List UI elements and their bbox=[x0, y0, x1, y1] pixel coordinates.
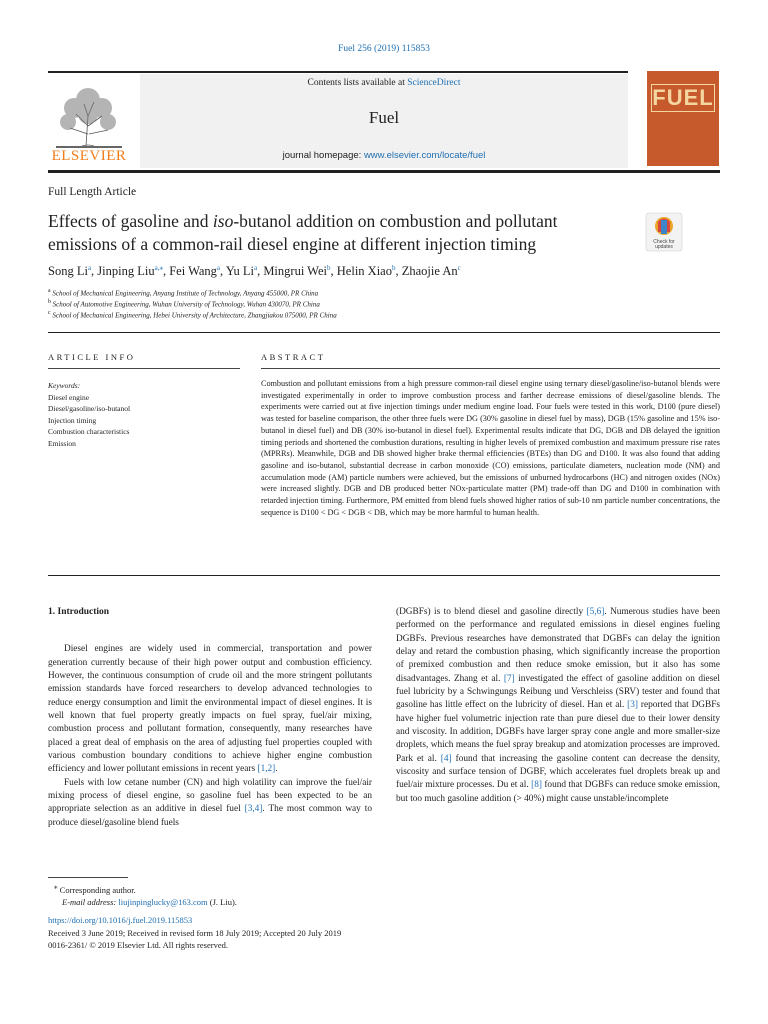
footnote-rule bbox=[48, 877, 128, 878]
article-type: Full Length Article bbox=[48, 186, 137, 198]
author-name[interactable]: Song Li bbox=[48, 264, 88, 279]
corresponding-author-footnote: ⁎ Corresponding author. E-mail address: liujinpinglucky@163.com (J. Liu). bbox=[54, 883, 237, 907]
section-heading-introduction: 1. Introduction bbox=[48, 607, 110, 617]
keyword: Injection timing bbox=[48, 415, 97, 425]
keyword: Emission bbox=[48, 438, 76, 448]
author-name[interactable]: Mingrui Wei bbox=[263, 264, 328, 279]
keyword: Combustion characteristics bbox=[48, 427, 130, 436]
contents-line bbox=[140, 78, 628, 88]
paragraph: Diesel engines are widely used in commercial, transportation and power generation currently because of their high power output and combustion efficiency. However, the continuous consumption of crude oil and the more stringent pollutants emission standards have forced researchers to develop advanced technologies to reduce energy consumption and limit the environmental impact of diesel engines. It is well known that fuel property greatly impacts on fuel spray, fuel/air mixing, combustion process and pollutant formation, consequently, many researches have placed a great deal of emphasis on the area of adjusting fuel properties coupled with various combustion boundary conditions to achieve higher engine combustion efficiency and lower pollutant emissions in recent years [1,2]. bbox=[48, 644, 372, 775]
abstract-text: Combustion and pollutant emissions from a high pressure common-rail diesel engine using ternary diesel/gasoline/iso-butanol blends were investigated experimentally in order to improve combustion process and farther decrease emissions of diesel/gasoline blends. The experiments were carried out at five injection timings under medium engine load. Four fuels were tested in this work, D100 (pure diesel) was tested for baseline comparison, the other three fuels were DG (30% gasoline in diesel fuel by mass), DGB (15% gasoline and 15% iso-butanol in diesel fuel) and DB (30% iso-butanol in diesel fuel). Experimental results indicate that DG, DGB and DB delayed the ignition timing periods and shortened the combustion durations, resulting in higher levels of premixed combustion and maximum pressure rise rates (MPRRs). Meanwhile, DGB and DB showed higher brake thermal efficiencies (BTEs) than DG and D100. It was also found that adding gasoline and iso-butanol, substantial decrease in carbon monoxide (CO) emissions, particulate diameters, nucleation mode (NM) and accumulation mode (AM) particle numbers were achieved, but the emissions of unburned hydrocarbons (HC) and nitrogen oxides (NOx) were increased slightly. DGB and DB produced better NOx-particulate matter (PM) trade-off than DG and D100 in combination with retarded injection timing. Furthermore, PM emitted from blend fuels showed higher ratios of sub-10 nm particle number concentrations, the sequence is D100 < DG < DGB < DB, which may be more harmful to human health. bbox=[261, 379, 720, 517]
abstract-heading: ABSTRACT bbox=[261, 352, 326, 362]
contents-prefix: Contents lists available at bbox=[307, 78, 408, 88]
body-column-right bbox=[396, 606, 720, 806]
keywords-label: Keywords: bbox=[48, 381, 81, 390]
header-bottom-rule bbox=[48, 170, 720, 173]
sciencedirect-link[interactable]: ScienceDirect bbox=[407, 78, 461, 88]
author-name[interactable]: Helin Xiao bbox=[336, 264, 392, 279]
copyright: 0016-2361/ © 2019 Elsevier Ltd. All rights reserved. bbox=[48, 940, 228, 950]
reference-link[interactable]: [7] bbox=[503, 673, 515, 684]
publication-info bbox=[48, 914, 448, 952]
journal-homepage bbox=[140, 150, 628, 161]
affiliation: $^b$ School of Automotive Engineering, Wuhan University of Technology, Wuhan 430070, PR China bbox=[48, 299, 320, 309]
elsevier-wordmark: ELSEVIER bbox=[51, 148, 127, 164]
journal-citation[interactable]: Fuel 256 (2019) 115853 bbox=[338, 44, 430, 54]
affiliation: $^a$ School of Mechanical Engineering, Anyang Institute of Technology, Anyang 455000, PR China bbox=[48, 288, 319, 298]
article-info-rule bbox=[48, 368, 240, 369]
check-for-updates-icon[interactable] bbox=[644, 212, 684, 252]
abstract-bottom-rule bbox=[48, 575, 720, 576]
body-column-left bbox=[48, 606, 372, 830]
keyword: Diesel engine bbox=[48, 392, 90, 402]
paragraph: (DGBFs) is to blend diesel and gasoline directly [5,6]. Numerous studies have been performed on the performance and regulated emissions in diesel engines fueling DGBFs. Previous researches have demonstrated that DGBFs can delay the ignition delay and retard the combustion phasing, which significantly increase the proportion of premixed combustion and then reduce smoke emission, but it also has some disadvantages. Zhang et al. [7] investigated the effect of gasoline addition on diesel fuel lubricity by a Schwingungs Reibung und Verschleiss (SRV) tester and found that gasoline has little effect on the lubricity of diesel. Han et al. [3] reported that DGBFs have higher fuel volumetric injection rate than pure diesel due to their lower density and viscosity. In addition, DGBFs have larger spray cone angle and more smaller-size droplets, which means the fuel spray breakup and atomization processes are improved. Park et al. [4] found that increasing the gasoline content can decrease the density, viscosity and surface tension of DGBF, which accelerates fuel droplets break up and fuel/air mixture processes. Du et al. [8] found that DGBFs can reduce smoke emission, but too much gasoline addition (> 40%) might cause unstable/incomplete bbox=[396, 607, 721, 804]
article-info-heading: ARTICLE INFO bbox=[48, 352, 136, 362]
email-link[interactable]: liujinpinglucky@163.com bbox=[118, 896, 208, 907]
keyword: Diesel/gasoline/iso-butanol bbox=[48, 404, 131, 413]
reference-link[interactable]: [4] bbox=[440, 753, 452, 764]
journal-cover-title: FUEL bbox=[652, 85, 714, 110]
crossmark-line1: Check for bbox=[653, 239, 675, 245]
homepage-label: journal homepage: bbox=[282, 150, 364, 161]
header-top-rule bbox=[48, 71, 628, 73]
author-list: Song Li$^a$, Jinping Liu$^{a,⁎}$, Fei Wang$^a$, Yu Li$^a$, Mingrui Wei$^b$, Helin Xiao$^b$, Zhaojie An$^c$ bbox=[48, 264, 461, 279]
paragraph: Fuels with low cetane number (CN) and high volatility can improve the fuel/air mixing process of diesel engine, so gasoline fuel has been expected to be an appropriate selection as an additive in diesel fuel [3,4]. The most common way to produce diesel/gasoline blend fuels bbox=[48, 777, 372, 828]
affiliation: $^c$ School of Mechanical Engineering, Hebei University of Architecture, Zhangjiakou 075000, PR China bbox=[48, 310, 337, 320]
homepage-link[interactable]: www.elsevier.com/locate/fuel bbox=[363, 150, 486, 161]
reference-link[interactable]: [3] bbox=[627, 700, 639, 711]
doi-link[interactable]: https://doi.org/10.1016/j.fuel.2019.115853 bbox=[48, 915, 193, 925]
reference-link[interactable]: [3,4] bbox=[244, 804, 263, 815]
reference-link[interactable]: [8] bbox=[531, 780, 542, 791]
author-name[interactable]: Yu Li bbox=[225, 264, 254, 279]
article-title: Effects of gasoline and iso-butanol addition on combustion and pollutant emissions of a common-rail diesel engine at different injection timing bbox=[48, 211, 558, 254]
author-name[interactable]: Fei Wang bbox=[169, 264, 217, 279]
reference-link[interactable]: [5,6] bbox=[586, 607, 605, 617]
crossmark-line2: updates bbox=[655, 244, 673, 250]
received-dates: Received 3 June 2019; Received in revised form 18 July 2019; Accepted 20 July 2019 bbox=[48, 927, 342, 938]
author-name[interactable]: Jinping Liu bbox=[97, 264, 155, 279]
section-divider bbox=[48, 332, 720, 333]
abstract-rule bbox=[261, 368, 720, 369]
journal-name: Fuel bbox=[368, 108, 400, 127]
author-name[interactable]: Zhaojie An bbox=[401, 264, 458, 279]
keywords-block bbox=[48, 380, 240, 449]
reference-link[interactable]: [1,2] bbox=[257, 764, 276, 775]
